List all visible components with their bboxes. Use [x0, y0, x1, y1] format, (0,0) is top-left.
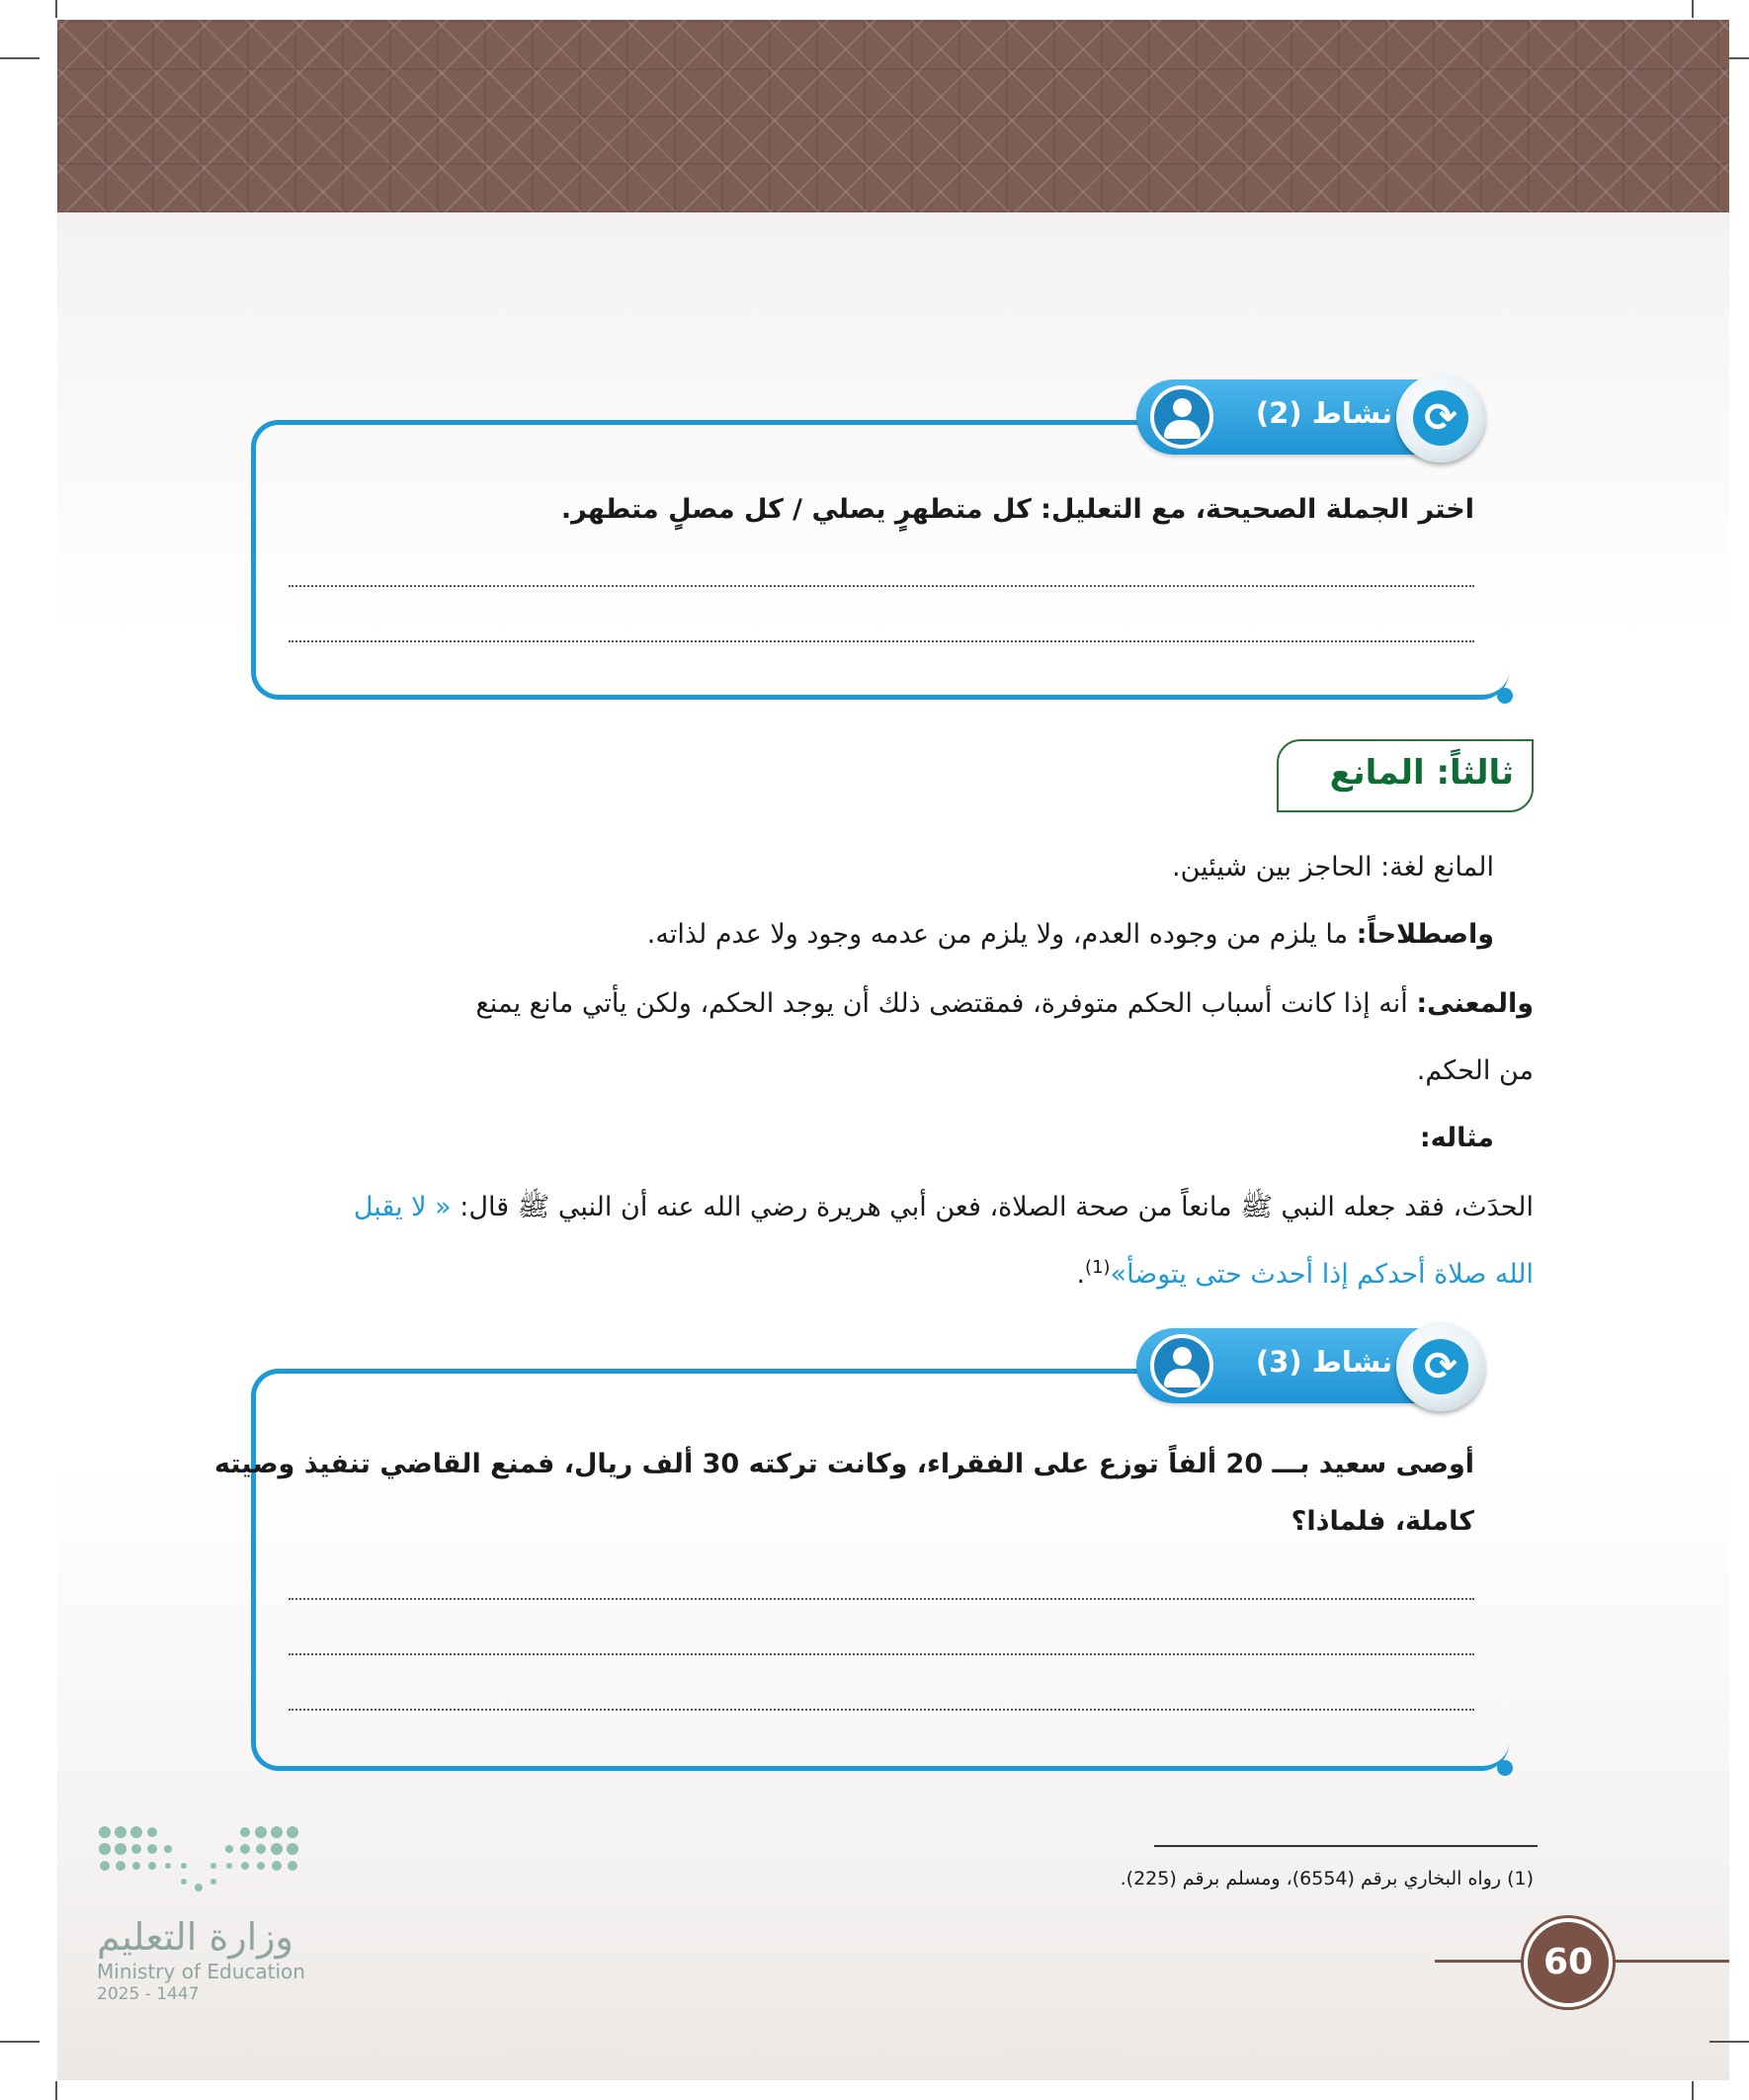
answer-line[interactable]: [289, 1653, 1474, 1655]
activity-3-tab: [1136, 1328, 1477, 1403]
activity-2-question: اختر الجملة الصحيحة، مع التعليل: كل متطهرٍ يصلي / كل مصلٍ متطهر.: [560, 494, 1474, 525]
hadith-start: « لا يقبل: [353, 1192, 452, 1222]
meaning-paragraph: [249, 988, 1534, 1019]
page-background: [57, 20, 1729, 2080]
ministry-logo-english: Ministry of Education: [97, 1960, 305, 1983]
term-text: ما يلزم من وجوده العدم، ولا يلزم من عدمه وجود ولا عدم لذاته.: [646, 919, 1357, 950]
section-heading-box: [1277, 739, 1534, 812]
refresh-icon: ⟳: [1396, 374, 1485, 462]
example-text: الحدَث، فقد جعله النبي ﷺ مانعاً من صحة الصلاة، فعن أبي هريرة رضي الله عنه أن النبي ﷺ قال:: [451, 1192, 1534, 1222]
meaning-text: أنه إذا كانت أسباب الحكم متوفرة، فمقتضى ذلك أن يوجد الحكم، ولكن يأتي مانع يمنع: [475, 988, 1417, 1019]
answer-line[interactable]: [289, 1598, 1474, 1600]
answer-line[interactable]: [289, 640, 1474, 642]
ministry-logo-arabic: وزارة التعليم: [97, 1915, 293, 1959]
answer-line[interactable]: [289, 585, 1474, 587]
crop-mark: [55, 2081, 57, 2100]
footnote-ref: (1): [1085, 1257, 1111, 1278]
ministry-logo-year: 2025 - 1447: [97, 1984, 200, 2004]
activity-2-tab: [1136, 379, 1477, 455]
user-icon: [1150, 385, 1213, 449]
crop-mark: [55, 0, 57, 18]
user-icon: [1150, 1334, 1213, 1397]
meaning-label: والمعنى:: [1416, 988, 1534, 1019]
definition-language: المانع لغة: الحاجز بين شيئين.: [1172, 852, 1494, 882]
meaning-continuation: من الحكم.: [1416, 1055, 1534, 1086]
crop-mark: [1692, 0, 1694, 18]
section-heading: ثالثاً: المانع: [1329, 753, 1514, 793]
crop-mark: [1709, 2041, 1749, 2043]
activity-2-end-dot: [1497, 688, 1513, 704]
definition-term: [647, 919, 1494, 950]
example-paragraph: [249, 1190, 1534, 1229]
activity-2-box: [251, 420, 1509, 700]
crop-mark: [0, 2041, 40, 2043]
page-number-rule-right: [1613, 1960, 1729, 1963]
example-label: مثاله:: [1419, 1123, 1494, 1153]
page-number-rule-left: [1435, 1960, 1524, 1963]
page-number: 60: [1524, 1918, 1613, 2007]
hadith-continuation: الله صلاة أحدكم إذا أحدث حتى يتوضأ»$^{(1)}$.: [1076, 1257, 1534, 1290]
footnote-divider: [1154, 1845, 1538, 1847]
answer-line[interactable]: [289, 1709, 1474, 1711]
ministry-logo-mark: [97, 1824, 309, 1895]
footnote: (1) رواه البخاري برقم (6554)، ومسلم برقم (225).: [1120, 1868, 1534, 1890]
term-label: واصطلاحاً:: [1356, 919, 1494, 950]
activity-3-question-line-1: أوصى سعيد بـــ 20 ألفاً توزع على الفقراء، وكانت تركته 30 ألف ريال، فمنع القاضي تنفيذ وصيته: [214, 1449, 1474, 1479]
crop-mark: [0, 57, 40, 59]
refresh-icon: ⟳: [1396, 1322, 1485, 1411]
activity-3-end-dot: [1497, 1760, 1513, 1776]
activity-3-question-line-2: كاملة، فلماذا؟: [1291, 1506, 1474, 1537]
activity-3-label: نشاط (3): [1255, 1345, 1393, 1379]
header-pattern-band: [57, 20, 1729, 212]
hadith-end: الله صلاة أحدكم إذا أحدث حتى يتوضأ»: [1110, 1259, 1534, 1290]
activity-2-label: نشاط (2): [1255, 396, 1393, 430]
crop-mark: [1692, 2081, 1694, 2100]
